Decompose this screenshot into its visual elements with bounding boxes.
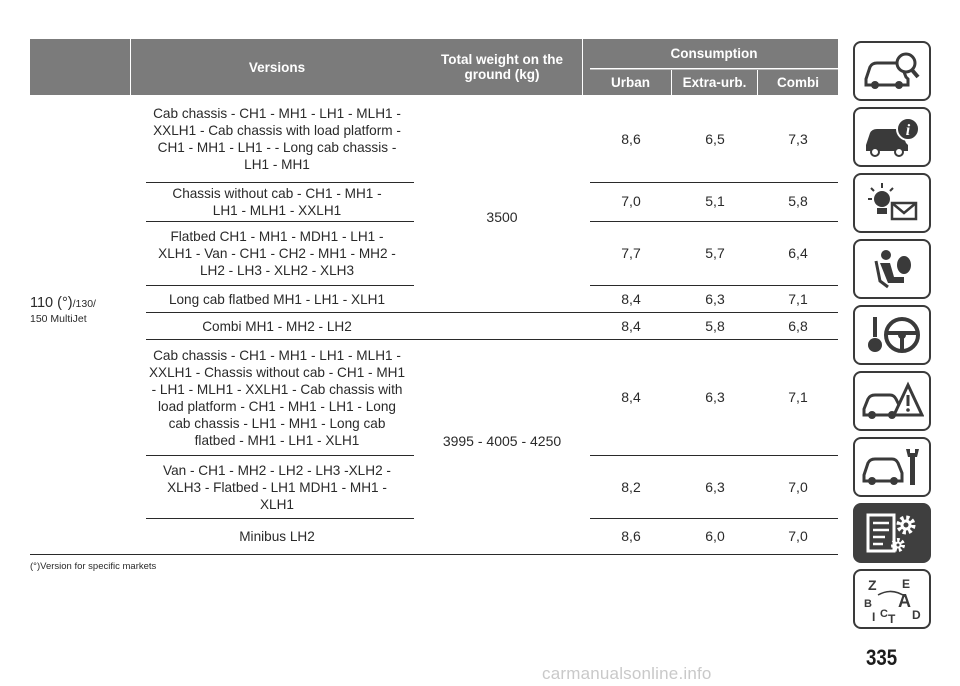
table-row-version: Chassis without cab - CH1 - MH1 - LH1 - MLH1 - XXLH1 xyxy=(172,185,382,218)
header-extra: Extra-urb. xyxy=(672,70,757,95)
extra-urban-value: 6,3 xyxy=(705,478,725,495)
table-row-version: Long cab flatbed MH1 - LH1 - XLH1 xyxy=(168,291,386,307)
combi-value: 7,0 xyxy=(788,527,808,544)
combi-value: 6,8 xyxy=(788,317,808,334)
extra-urban-value: 6,5 xyxy=(705,130,725,147)
extra-urban-value: 6,0 xyxy=(705,527,725,544)
extra-urban-value: 5,7 xyxy=(705,244,725,261)
extra-urban-value: 6,3 xyxy=(705,389,725,405)
technical-data-gear-icon xyxy=(860,509,924,557)
table-row-version: Minibus LH2 xyxy=(239,528,315,544)
engine-model-label xyxy=(30,296,96,326)
combi-value: 7,3 xyxy=(788,130,808,147)
svg-text:C: C xyxy=(880,608,888,620)
svg-text:A: A xyxy=(898,591,911,611)
urban-value: 8,4 xyxy=(621,317,641,334)
header-urban: Urban xyxy=(590,70,671,95)
seat-airbag-icon xyxy=(860,245,924,293)
extra-urban-value: 5,1 xyxy=(705,193,725,209)
header-versions: Versions xyxy=(146,39,408,95)
urban-value: 8,4 xyxy=(621,290,641,307)
extra-urban-value: 6,3 xyxy=(705,290,725,307)
combi-value: 7,0 xyxy=(788,478,808,495)
header-weight: Total weight on the ground (kg) xyxy=(422,39,582,95)
svg-text:Z: Z xyxy=(868,577,877,593)
header-consumption: Consumption xyxy=(590,39,838,68)
model-suffix: /130/ xyxy=(72,298,96,310)
tab-car-search[interactable] xyxy=(853,41,931,101)
warning-light-envelope-icon xyxy=(860,179,924,227)
svg-text:E: E xyxy=(902,577,911,591)
header-blank-4 xyxy=(583,39,590,95)
tab-index[interactable] xyxy=(853,569,931,629)
combi-value: 5,8 xyxy=(788,193,808,209)
tab-maintenance[interactable] xyxy=(853,437,931,497)
tab-warning-lights[interactable] xyxy=(853,173,931,233)
watermark: carmanualsonline.info xyxy=(542,664,712,683)
header-blank-3 xyxy=(408,39,422,95)
key-steering-wheel-icon xyxy=(860,311,924,359)
urban-value: 8,6 xyxy=(621,527,641,544)
model-line2: 150 MultiJet xyxy=(30,313,87,325)
combi-value: 7,1 xyxy=(788,389,808,405)
car-breakdown-warning-icon xyxy=(860,377,924,425)
table-row-version: Van - CH1 - MH2 - LH2 - LH3 -XLH2 - XLH3 - Flatbed - LH1 MDH1 - MH1 -XLH1 xyxy=(163,462,391,512)
car-info-icon xyxy=(860,113,924,161)
tab-starting-driving[interactable] xyxy=(853,305,931,365)
urban-value: 8,4 xyxy=(621,389,641,405)
extra-urban-value: 5,8 xyxy=(705,317,725,334)
combi-value: 7,1 xyxy=(788,290,808,307)
page-number: 335 xyxy=(866,645,898,670)
svg-text:B: B xyxy=(864,598,872,610)
tab-technical-data[interactable] xyxy=(853,503,931,563)
svg-text:T: T xyxy=(888,612,896,623)
table-row-version: Combi MH1 - MH2 - LH2 xyxy=(202,318,352,334)
svg-text:D: D xyxy=(912,608,921,622)
table-row-version: Cab chassis - CH1 - MH1 - LH1 - MLH1 - XXLH1 - Chassis without cab - CH1 - MH1 - LH1 - MLH1 - XXLH1 - Cab chassis with load platform - CH1 - MH1 - LH1 - Long cab chassis - LH1 - MH1 - Long cab flatbed - MH1 - LH1 - XLH1 xyxy=(148,347,406,448)
car-wrench-icon xyxy=(860,443,924,491)
tab-safety[interactable] xyxy=(853,239,931,299)
svg-text:I: I xyxy=(872,610,876,623)
combi-value: 6,4 xyxy=(788,244,808,261)
car-search-icon xyxy=(860,47,924,95)
alphabetical-index-icon xyxy=(860,575,924,623)
tab-emergency[interactable] xyxy=(853,371,931,431)
urban-value: 7,7 xyxy=(621,244,641,261)
urban-value: 8,6 xyxy=(621,130,641,147)
footnote: (°)Version for specific markets xyxy=(30,561,157,572)
weight-value: 3995 - 4005 - 4250 xyxy=(442,432,562,449)
model-main: 110 (°) xyxy=(30,295,73,311)
urban-value: 8,2 xyxy=(621,478,641,495)
urban-value: 7,0 xyxy=(621,193,641,209)
table-row-version: Cab chassis - CH1 - MH1 - LH1 - MLH1 - XXLH1 - Cab chassis with load platform - CH1 - MH1 - LH1 - - Long cab chassis - LH1 - MH1 xyxy=(153,106,401,172)
tab-car-info[interactable] xyxy=(853,107,931,167)
header-combi: Combi xyxy=(758,70,838,95)
header-blank-2 xyxy=(131,39,146,95)
header-blank-1 xyxy=(30,39,130,95)
table-bottom-border xyxy=(30,554,838,555)
weight-value: 3500 xyxy=(486,208,518,225)
table-row-version: Flatbed CH1 - MH1 - MDH1 - LH1 - XLH1 - Van - CH1 - CH2 - MH1 - MH2 - LH2 - LH3 - XLH2 - XLH3 xyxy=(158,228,396,278)
svg-text:i: i xyxy=(905,122,911,139)
